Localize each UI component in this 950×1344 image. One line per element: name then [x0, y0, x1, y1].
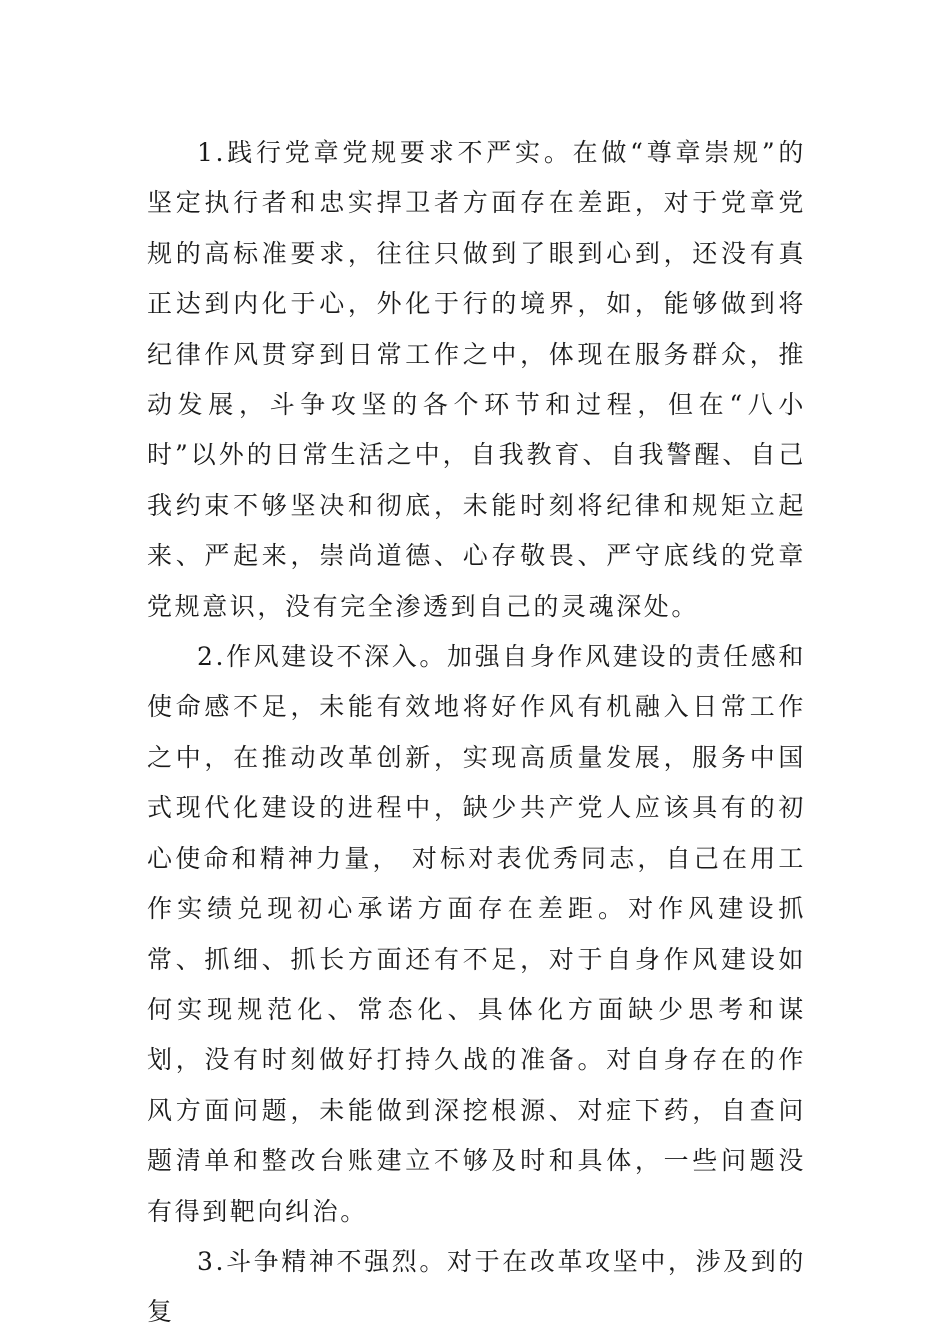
paragraph-3: 3.斗争精神不强烈。对于在改革攻坚中，涉及到的复 [147, 1246, 806, 1327]
paragraph-2: 2.作风建设不深入。加强自身作风建设的责任感和使命感不足，未能有效地将好作风有机融入日常工作之中，在推动改革创新，实现高质量发展，服务中国式现代化建设的进程中，缺少共产党人应该具有的初心使命和精神力量， 对标对表优秀同志，自己在用工作实绩兑现初心承诺方面存在差距。对作风建设抓常、抓细、抓长方面还有不足，对于自身作风建设如何实现规范化、常态化、具体化方面缺少思考和谋划，没有时刻做好打持久战的准备。对自身存在的作风方面问题，未能做到深挖根源、对症下药，自查问题清单和整改台账建立不够及时和具体，一些问题没有得到靶向纠治。 [147, 642, 806, 1226]
document-body [147, 128, 806, 1338]
paragraph-1: 1.践行党章党规要求不严实。在做“尊章崇规”的坚定执行者和忠实捍卫者方面存在差距，对于党章党规的高标准要求，往往只做到了眼到心到，还没有真正达到内化于心，外化于行的境界，如，能够做到将纪律作风贯穿到日常工作之中，体现在服务群众，推动发展，斗争攻坚的各个环节和过程，但在“八小时”以外的日常生活之中，自我教育、自我警醒、自己我约束不够坚决和彻底，未能时刻将纪律和规矩立起来、严起来，崇尚道德、心存敬畏、严守底线的党章党规意识，没有完全渗透到自己的灵魂深处。 [147, 138, 806, 621]
